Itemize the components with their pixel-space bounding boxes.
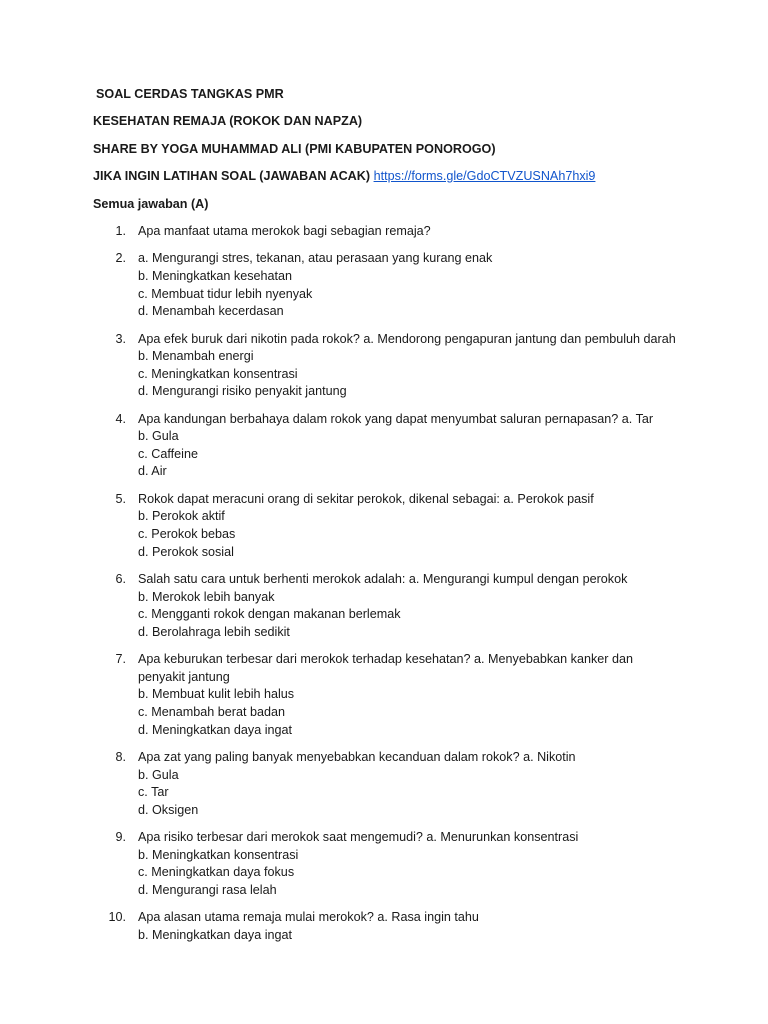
question-text: Apa keburukan terbesar dari merokok terhadap kesehatan? a. Menyebabkan kanker dan penyakit jantung [138, 652, 633, 684]
question-number: 6. [115, 572, 126, 587]
practice-link-line [93, 168, 678, 186]
question-number: 8. [115, 749, 126, 764]
answer-option: c. Meningkatkan konsentrasi [138, 366, 298, 381]
answer-option: c. Perokok bebas [138, 527, 236, 542]
question-item [93, 491, 678, 561]
question-item [93, 909, 678, 944]
question-text: Rokok dapat meracuni orang di sekitar perokok, dikenal sebagai: a. Perokok pasif [138, 491, 594, 506]
question-list [93, 223, 678, 945]
question-text: Apa kandungan berbahaya dalam rokok yang dapat menyumbat saluran pernapasan? a. Tar [138, 411, 654, 426]
question-number: 7. [115, 652, 126, 667]
answer-option: d. Air [138, 464, 167, 479]
question-item [93, 651, 678, 739]
answer-option: d. Mengurangi risiko penyakit jantung [138, 384, 347, 399]
document-body [93, 86, 678, 954]
answer-option: d. Berolahraga lebih sedikit [138, 624, 290, 639]
answer-option: b. Meningkatkan daya ingat [138, 927, 293, 942]
answer-option: b. Gula [138, 429, 179, 444]
question-item [93, 331, 678, 401]
answer-option: b. Perokok aktif [138, 509, 225, 524]
author-credit: SHARE BY YOGA MUHAMMAD ALI (PMI KABUPATEN PONOROGO) [93, 141, 496, 156]
question-item [93, 829, 678, 899]
practice-form-link[interactable]: https://forms.gle/GdoCTVZUSNAh7hxi9 [373, 169, 596, 184]
answer-option: c. Membuat tidur lebih nyenyak [138, 286, 313, 301]
answer-option: d. Perokok sosial [138, 544, 234, 559]
question-text: Apa efek buruk dari nikotin pada rokok? a. Mendorong pengapuran jantung dan pembuluh darah [138, 331, 676, 346]
practice-link-label: JIKA INGIN LATIHAN SOAL (JAWABAN ACAK) [93, 169, 374, 184]
answer-option: b. Membuat kulit lebih halus [138, 687, 295, 702]
answer-option: b. Meningkatkan konsentrasi [138, 847, 299, 862]
question-item [93, 571, 678, 641]
question-text: Salah satu cara untuk berhenti merokok adalah: a. Mengurangi kumpul dengan perokok [138, 572, 628, 587]
answer-option: c. Tar [138, 785, 169, 800]
question-number: 3. [115, 331, 126, 346]
document-title: SOAL CERDAS TANGKAS PMR [96, 87, 284, 101]
answer-option: d. Mengurangi rasa lelah [138, 882, 277, 897]
answer-key-note: Semua jawaban (A) [93, 196, 209, 211]
question-text: Apa manfaat utama merokok bagi sebagian remaja? [138, 223, 431, 238]
question-item [93, 411, 678, 481]
answer-option: b. Meningkatkan kesehatan [138, 268, 293, 283]
answer-option: d. Oksigen [138, 802, 199, 817]
question-number: 5. [115, 491, 126, 506]
question-item [93, 223, 678, 241]
document-subtitle: KESEHATAN REMAJA (ROKOK DAN NAPZA) [93, 114, 363, 129]
question-number: 4. [115, 411, 126, 426]
question-item [93, 250, 678, 320]
question-text: a. Mengurangi stres, tekanan, atau perasaan yang kurang enak [138, 251, 493, 266]
answer-option: b. Menambah energi [138, 349, 254, 364]
question-text: Apa zat yang paling banyak menyebabkan kecanduan dalam rokok? a. Nikotin [138, 749, 576, 764]
answer-option: c. Caffeine [138, 446, 198, 461]
question-text: Apa alasan utama remaja mulai merokok? a. Rasa ingin tahu [138, 910, 479, 925]
answer-option: c. Mengganti rokok dengan makanan berlemak [138, 607, 401, 622]
question-number: 9. [115, 830, 126, 845]
answer-option: b. Merokok lebih banyak [138, 589, 275, 604]
question-number: 10. [108, 910, 126, 925]
answer-option: c. Menambah berat badan [138, 704, 286, 719]
answer-option: c. Meningkatkan daya fokus [138, 865, 295, 880]
answer-option: d. Meningkatkan daya ingat [138, 722, 293, 737]
answer-option: b. Gula [138, 767, 179, 782]
answer-option: d. Menambah kecerdasan [138, 304, 284, 319]
question-number: 1. [115, 223, 126, 238]
question-item [93, 749, 678, 819]
question-text: Apa risiko terbesar dari merokok saat mengemudi? a. Menurunkan konsentrasi [138, 830, 579, 845]
question-number: 2. [115, 251, 126, 266]
